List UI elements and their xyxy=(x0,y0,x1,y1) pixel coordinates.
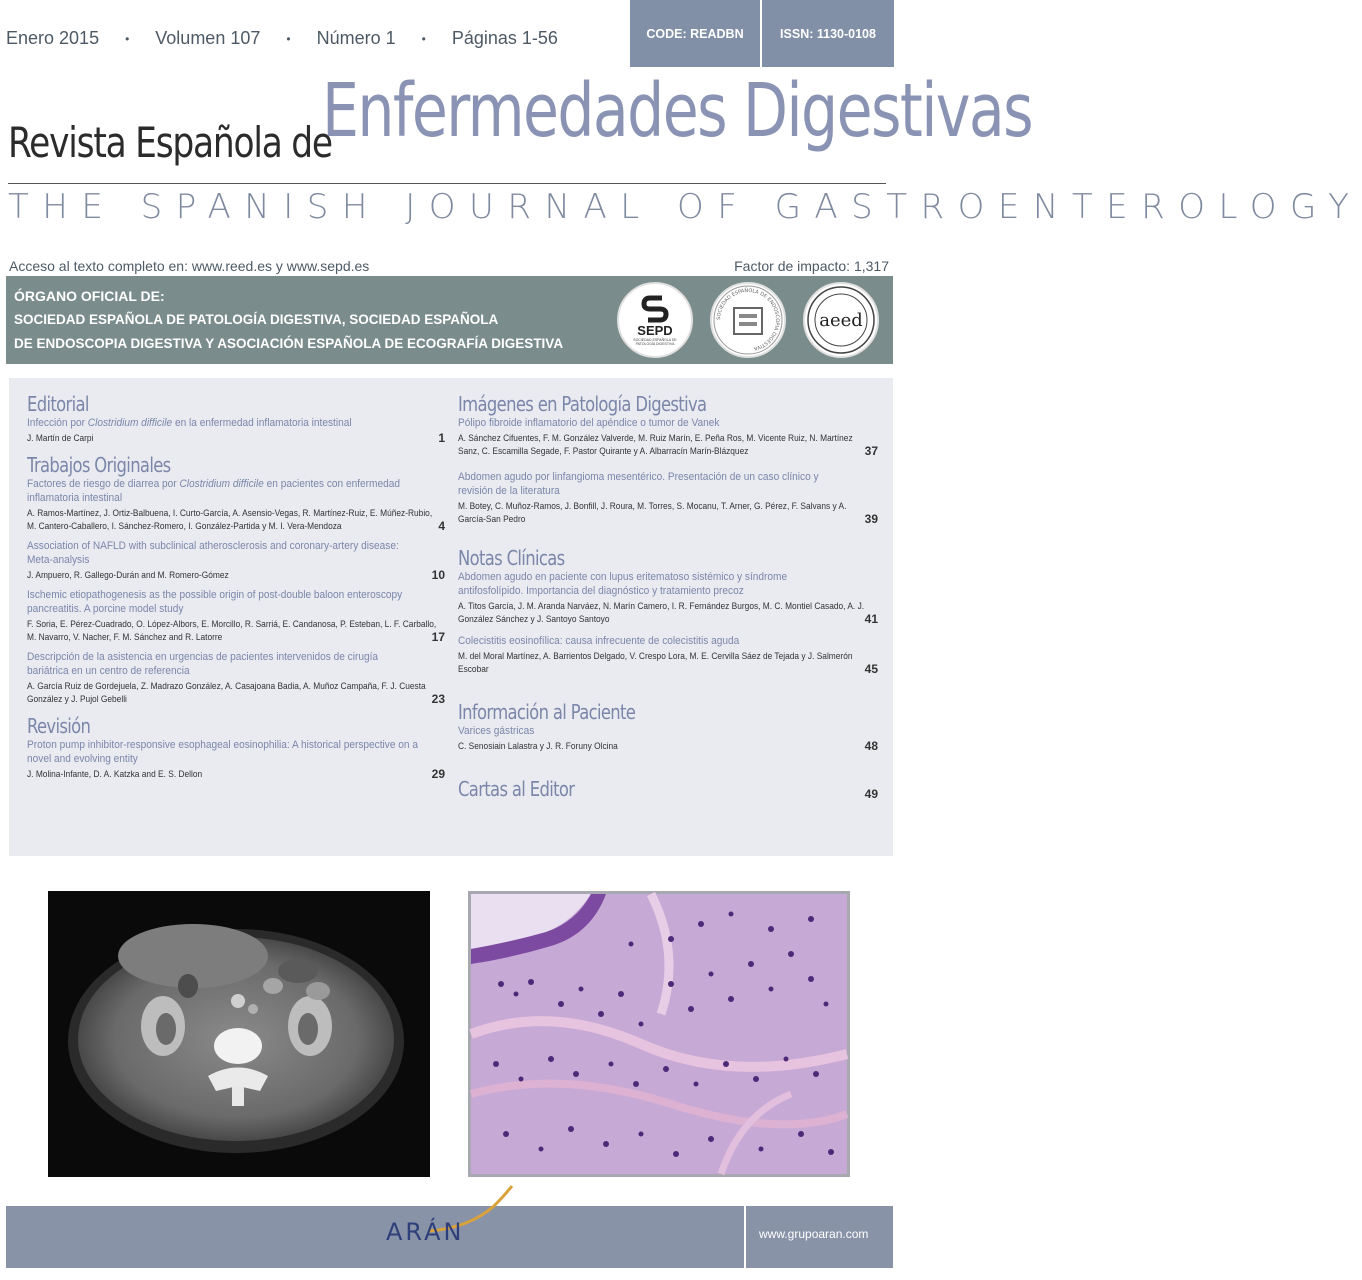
seed-emblem-icon xyxy=(712,284,784,356)
seed-logo-text: SOCIEDAD ESPAÑOLA DE ENDOSCOPIA DIGESTIVA xyxy=(715,287,781,352)
article-title: Colecistitis eosinofílica: causa infrecuente de colecistitis aguda xyxy=(458,635,740,647)
ct-scan-illustration xyxy=(48,891,430,1177)
article-page: 39 xyxy=(864,512,878,526)
article-title: Abdomen agudo por linfangioma mesentérico. Presentación de un caso clínico y revisión de la literatura xyxy=(458,471,819,497)
article-title: Association of NAFLD with subclinical atherosclerosis and coronary-artery disease: Meta-analysis xyxy=(27,540,399,566)
toc-article[interactable] xyxy=(458,777,878,801)
article-authors: A. Ramos-Martínez, J. Ortiz-Balbuena, I. Curto-García, A. Asensio-Vegas, R. Martínez-Ruiz, E. Múñez-Rubio, M. Cantero-Caballero, I. Sánchez-Romero, I. González-Partida y M. I. Vera-Mendoza xyxy=(27,508,433,532)
section-heading-notas: Notas Clínicas xyxy=(458,546,565,570)
toc-article[interactable] xyxy=(27,650,445,706)
issue-number: Número 1 xyxy=(316,28,396,48)
article-authors: A. García Ruiz de Gordejuela, Z. Madrazo González, A. Casajoana Badia, A. Muñoz Campaña, F. J. Cuesta González y J. Pujol Gebelli xyxy=(27,681,426,705)
toc-article[interactable] xyxy=(458,570,878,626)
code-box xyxy=(630,0,894,67)
article-authors: F. Soria, E. Pérez-Cuadrado, O. López-Albors, E. Morcillo, R. Sarriá, E. Candanosa, P. Esteban, L. F. Carballo, M. Navarro, V. Nacher, F. M. Sánchez and R. Latorre xyxy=(27,619,437,643)
table-of-contents xyxy=(9,378,893,856)
journal-title-part2: Enfermedades Digestivas xyxy=(322,68,1033,154)
journal-subtitle: THE SPANISH JOURNAL OF GASTROENTEROLOGY xyxy=(8,187,1362,227)
article-title: Pólipo fibroide inflamatorio del apéndice o tumor de Vanek xyxy=(458,417,720,429)
article-title: Infección por Clostridium difficile en la enfermedad inflamatoria intestinal xyxy=(27,417,352,429)
toc-article[interactable] xyxy=(27,416,445,445)
aeed-logo xyxy=(803,282,879,358)
sepd-logo-subtext: SOCIEDAD ESPAÑOLA DE PATOLOGÍA DIGESTIVA xyxy=(633,338,677,346)
sepd-logo-text: SEPD xyxy=(637,323,673,338)
publisher-website[interactable]: www.grupoaran.com xyxy=(759,1227,869,1241)
histology-illustration xyxy=(471,894,847,1174)
article-title: Descripción de la asistencia en urgencias de pacientes intervenidos de cirugía bariátrica en un centro de referencia xyxy=(27,651,379,677)
article-page: 10 xyxy=(431,568,445,582)
article-page: 49 xyxy=(864,787,878,801)
section-heading-originales: Trabajos Originales xyxy=(27,453,171,477)
toc-article[interactable] xyxy=(27,738,445,781)
article-authors: A. Sánchez Cifuentes, F. M. González Valverde, M. Ruiz Marín, E. Peña Ros, M. Vicente Ruiz, N. Martínez Sanz, C. Escamilla Segade, F. Pastor Quirante y A. Albarracín Marín-Blázquez xyxy=(458,433,853,457)
article-authors: M. del Moral Martínez, A. Barrientos Delgado, V. Crespo Lora, M. E. Cervilla Sáez de Tejada y J. Salmerón Escobar xyxy=(458,651,853,675)
article-page: 17 xyxy=(431,630,445,644)
article-page: 37 xyxy=(864,444,878,458)
section-heading-editorial: Editorial xyxy=(27,392,89,416)
official-organ-band xyxy=(6,276,893,364)
toc-article[interactable] xyxy=(458,724,878,753)
article-title: Varices gástricas xyxy=(458,725,535,737)
article-title: Ischemic etiopathogenesis as the possible origin of post-double baloon enteroscopy pancreatitis. A porcine model study xyxy=(27,589,403,615)
article-authors: J. Ampuero, R. Gallego-Durán and M. Romero-Gómez xyxy=(27,570,229,581)
article-title: Proton pump inhibitor-responsive esophageal eosinophilia: A historical perspective on a novel and evolving entity xyxy=(27,739,418,765)
article-page: 23 xyxy=(431,692,445,706)
contents-left-column xyxy=(27,392,445,783)
toc-article[interactable] xyxy=(27,539,445,582)
toc-article[interactable] xyxy=(27,588,445,644)
organ-line-2: DE ENDOSCOPIA DIGESTIVA Y ASOCIACIÓN ESPAÑOLA DE ECOGRAFÍA DIGESTIVA xyxy=(14,336,564,351)
article-authors: J. Martín de Carpi xyxy=(27,433,94,444)
journal-issn: ISSN: 1130-0108 xyxy=(780,26,876,41)
article-title: Abdomen agudo en paciente con lupus eritematoso sistémico y síndrome antifosfolípido. Importancia del diagnóstico y tratamiento precoz xyxy=(458,571,788,597)
organ-line-1: SOCIEDAD ESPAÑOLA DE PATOLOGÍA DIGESTIVA, SOCIEDAD ESPAÑOLA xyxy=(14,312,499,327)
article-page: 1 xyxy=(438,431,445,445)
access-text: Acceso al texto completo en: www.reed.es y www.sepd.es xyxy=(9,258,370,274)
article-authors: M. Botey, C. Muñoz-Ramos, J. Bonfill, J. Roura, M. Torres, S. Mocanu, T. Arner, G. Pérez, F. Salvans y A. García-San Pedro xyxy=(458,501,847,525)
aeed-logo-text: aeed xyxy=(819,310,863,331)
toc-article[interactable] xyxy=(458,416,878,458)
sepd-s-icon xyxy=(640,294,670,324)
issue-volume: Volumen 107 xyxy=(155,28,261,48)
ct-scan-image xyxy=(48,891,430,1177)
issue-info xyxy=(6,28,626,49)
article-authors: A. Titos García, J. M. Aranda Narváez, N. Marín Camero, I. R. Fernández Burgos, M. C. Montiel Casado, A. J. González Sánchez y J. Santoyo Santoyo xyxy=(458,601,865,625)
bullet-separator: • xyxy=(286,31,291,46)
aeed-emblem-icon xyxy=(805,284,877,356)
histology-image xyxy=(468,891,850,1177)
section-heading-informacion: Información al Paciente xyxy=(458,700,636,724)
article-title: Factores de riesgo de diarrea por Clostridium difficile en pacientes con enfermedad inflamatoria intestinal xyxy=(27,478,400,504)
section-heading-cartas: Cartas al Editor xyxy=(458,777,575,801)
toc-article[interactable] xyxy=(458,470,878,526)
title-rule xyxy=(8,183,886,184)
article-page: 29 xyxy=(431,767,445,781)
article-authors: J. Molina-Infante, D. A. Katzka and E. S. Dellon xyxy=(27,769,203,780)
toc-article[interactable] xyxy=(458,634,878,676)
bullet-separator: • xyxy=(125,31,130,46)
footer-divider xyxy=(744,1206,746,1268)
sepd-logo xyxy=(617,282,693,358)
article-page: 45 xyxy=(864,662,878,676)
publisher-footer xyxy=(6,1206,893,1268)
journal-title-part1: Revista Española de xyxy=(8,118,332,167)
impact-factor: Factor de impacto: 1,317 xyxy=(734,258,889,274)
article-page: 41 xyxy=(864,612,878,626)
section-heading-revision: Revisión xyxy=(27,714,91,738)
article-authors: C. Senosiain Lalastra y J. R. Foruny Olcina xyxy=(458,741,618,752)
organ-heading: ÓRGANO OFICIAL DE: xyxy=(14,288,165,304)
section-heading-imagenes: Imágenes en Patología Digestiva xyxy=(458,392,707,416)
issue-pages: Páginas 1-56 xyxy=(451,28,558,48)
issue-date: Enero 2015 xyxy=(6,28,100,48)
toc-article[interactable] xyxy=(27,477,445,533)
seed-logo xyxy=(710,282,786,358)
bullet-separator: • xyxy=(421,31,426,46)
article-page: 48 xyxy=(864,739,878,753)
publisher-logo: ARÁN xyxy=(386,1218,465,1246)
contents-right-column xyxy=(458,392,878,803)
article-page: 4 xyxy=(438,519,445,533)
journal-code: CODE: READBN xyxy=(646,26,744,41)
